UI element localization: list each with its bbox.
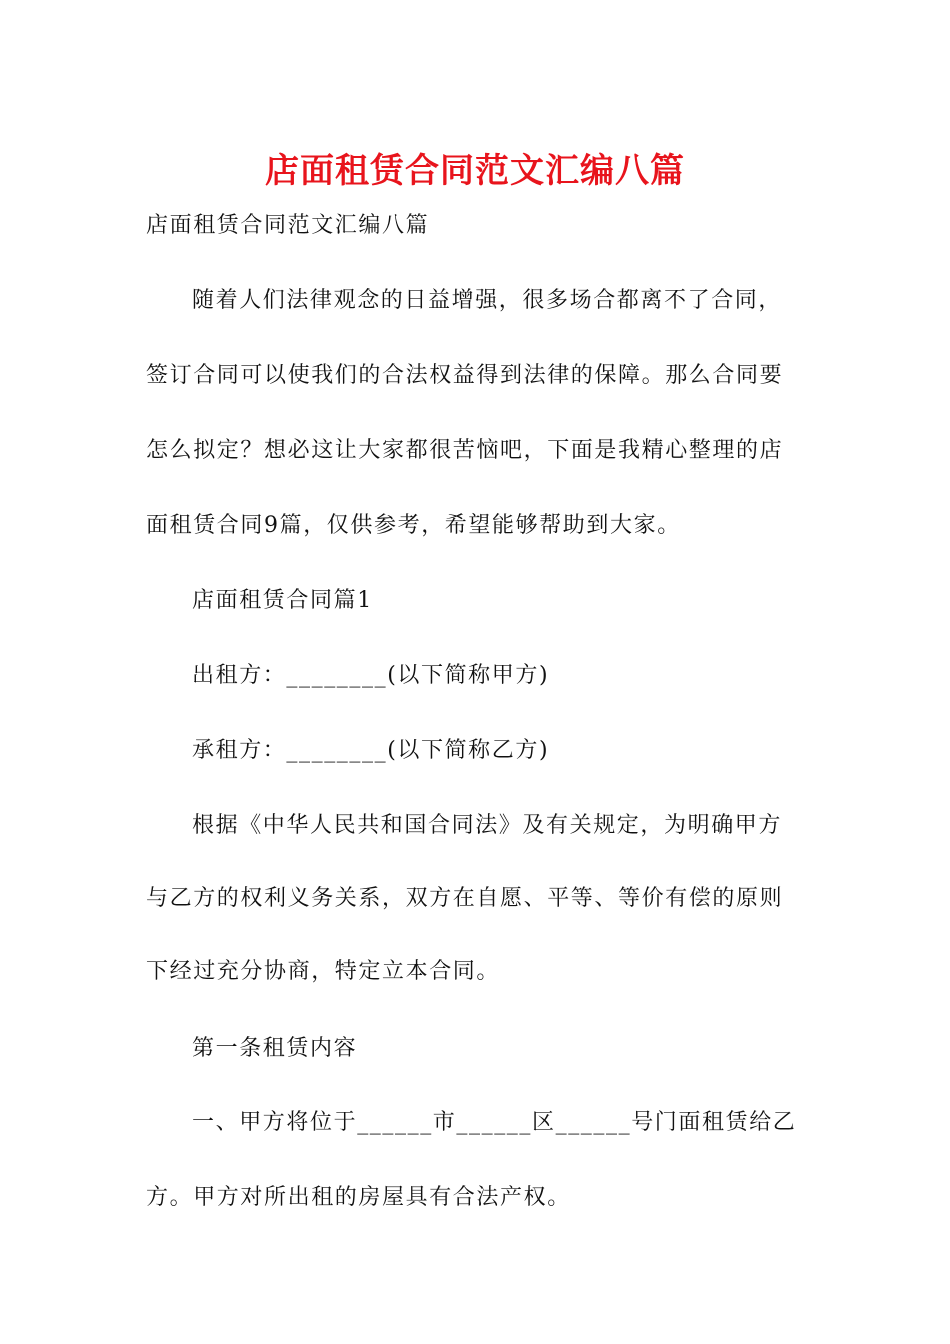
paragraph-line: 方。甲方对所出租的房屋具有合法产权。	[146, 1185, 571, 1210]
lessee-line: 承租方：________(以下简称乙方)	[192, 738, 550, 763]
paragraph-line: 根据《中华人民共和国合同法》及有关规定，为明确甲方	[192, 813, 783, 838]
article-heading: 第一条租赁内容	[192, 1036, 358, 1061]
paragraph-line: 随着人们法律观念的日益增强，很多场合都离不了合同，	[192, 288, 783, 313]
paragraph-line: 面租赁合同9篇，仅供参考，希望能够帮助到大家。	[146, 513, 681, 538]
subtitle-line: 店面租赁合同范文汇编八篇	[146, 213, 430, 238]
paragraph-line: 一、甲方将位于______市______区______号门面租赁给乙	[192, 1110, 797, 1135]
paragraph-line: 签订合同可以使我们的合法权益得到法律的保障。那么合同要	[146, 363, 784, 388]
lessor-line: 出租方：________(以下简称甲方)	[192, 663, 550, 688]
paragraph-line: 与乙方的权利义务关系，双方在自愿、平等、等价有偿的原则	[146, 886, 784, 911]
paragraph-line: 下经过充分协商，特定立本合同。	[146, 959, 501, 984]
section-heading: 店面租赁合同篇1	[192, 588, 373, 613]
document-title: 店面租赁合同范文汇编八篇	[265, 151, 685, 191]
paragraph-line: 怎么拟定？想必这让大家都很苦恼吧，下面是我精心整理的店	[146, 438, 784, 463]
